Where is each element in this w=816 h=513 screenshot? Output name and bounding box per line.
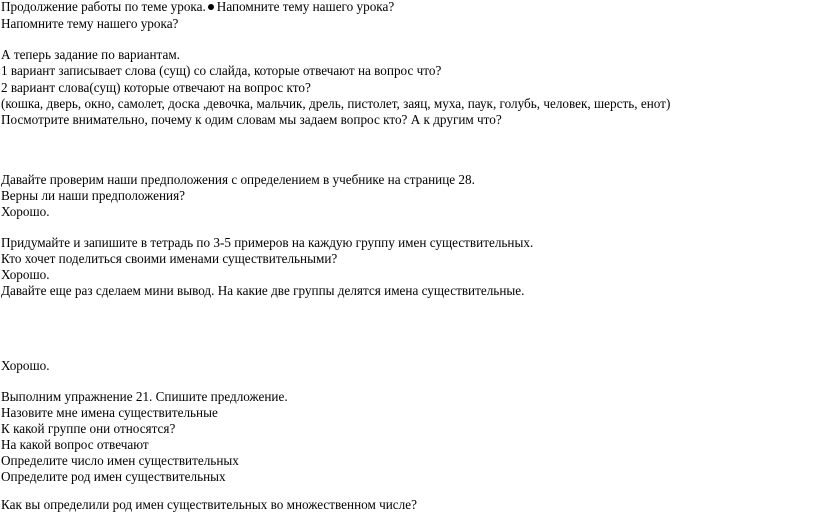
text-line: (кошка, дверь, окно, самолет, доска ,девочка, мальчик, дрель, пистолет, заяц, муха, паук, голубь, человек, шерсть, енот) xyxy=(1,96,671,111)
text-line: Давайте проверим наши предположения с определением в учебнике на странице 28. xyxy=(1,172,475,187)
text-line: А теперь задание по вариантам. xyxy=(1,47,180,62)
text-line: Верны ли наши предположения? xyxy=(1,188,185,203)
text-line: К какой группе они относятся? xyxy=(1,421,176,436)
text-line: 2 вариант слова(сущ) которые отвечают на вопрос кто? xyxy=(1,80,311,95)
text-line: Определите число имен существительных xyxy=(1,453,239,468)
text-line: Кто хочет поделиться своими именами существительными? xyxy=(1,251,338,266)
text-line: Придумайте и запишите в тетрадь по 3-5 примеров на каждую группу имен существительных. xyxy=(1,235,534,250)
text-line: Хорошо. xyxy=(1,358,50,373)
bullet-icon xyxy=(208,4,214,10)
text-line: Определите род имен существительных xyxy=(1,469,226,484)
text-line: Выполним упражнение 21. Спишите предложение. xyxy=(1,389,288,404)
text-line: Хорошо. xyxy=(1,267,50,282)
text-line: Давайте еще раз сделаем мини вывод. На какие две группы делятся имена существительные. xyxy=(1,283,525,298)
text-line-1: Продолжение работы по теме урока. xyxy=(1,0,206,14)
text-line: Посмотрите внимательно, почему к одим словам мы задаем вопрос кто? А к другим что? xyxy=(1,112,502,127)
text-line: На какой вопрос отвечают xyxy=(1,437,149,452)
text-line: Напомните тему нашего урока? xyxy=(1,16,179,31)
text-line: 1 вариант записывает слова (сущ) со слайда, которые отвечают на вопрос что? xyxy=(1,63,442,78)
text-line: Назовите мне имена существительные xyxy=(1,405,218,420)
text-line xyxy=(1,0,394,15)
text-line-1-extra: Напомните тему нашего урока? xyxy=(216,0,395,14)
text-line: Как вы определили род имен существительных во множественном числе? xyxy=(1,497,417,512)
text-line: Хорошо. xyxy=(1,204,50,219)
